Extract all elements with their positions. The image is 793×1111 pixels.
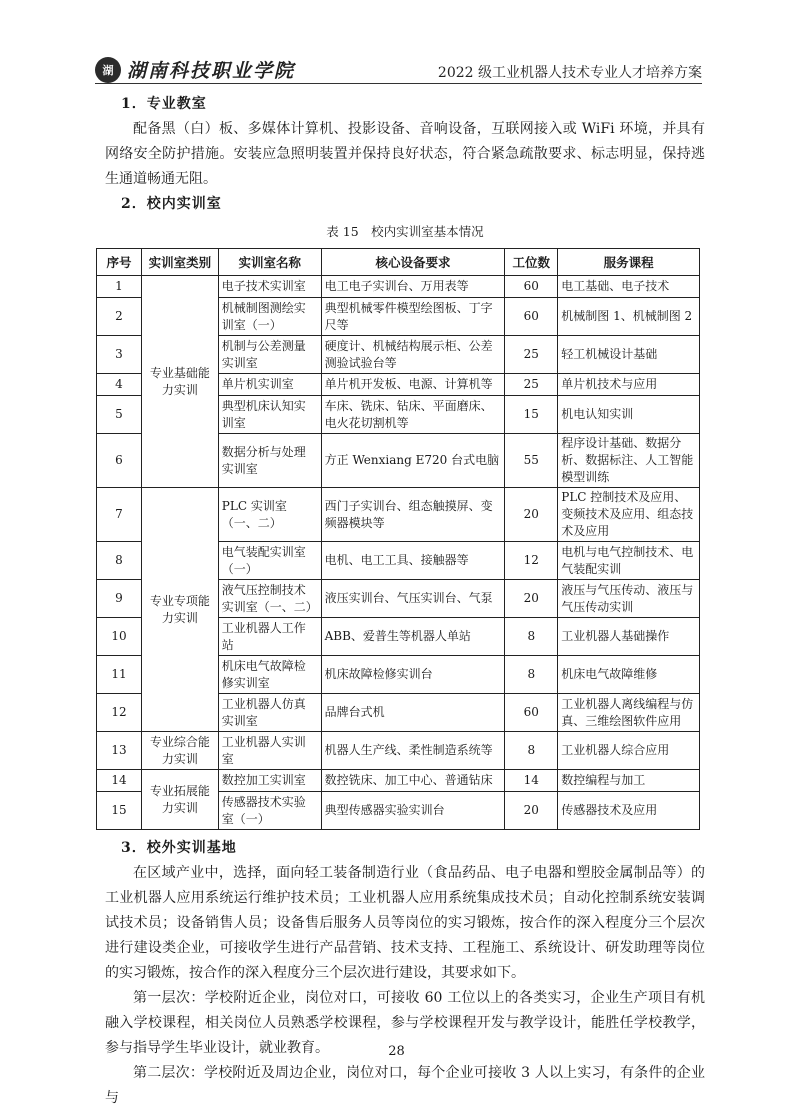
paragraph-tier-two: 第二层次：学校附近及周边企业，岗位对口，每个企业可接收 3 人以上实习，有条件的企业与 [105, 1065, 705, 1106]
row-number: 6 [97, 434, 142, 488]
row-number: 13 [97, 732, 142, 770]
column-header: 服务课程 [558, 249, 700, 276]
seat-count: 14 [505, 770, 558, 792]
course: 轻工机械设计基础 [558, 336, 700, 374]
equipment: 数控铣床、加工中心、普通钻床 [321, 770, 505, 792]
row-number: 12 [97, 694, 142, 732]
column-header: 工位数 [505, 249, 558, 276]
equipment: 硬度计、机械结构展示柜、公差测验试验台等 [321, 336, 505, 374]
table-caption: 表 15 校内实训室基本情况 [326, 224, 484, 239]
course: 电工基础、电子技术 [558, 276, 700, 298]
course: 机械制图 1、机械制图 2 [558, 298, 700, 336]
paragraph-offsite-intro: 在区域产业中，选择，面向轻工装备制造行业（食品药品、电子电器和塑胶金属制品等）的工业机器人应用系统运行维护技术员；工业机器人应用系统集成技术员；自动化控制系统安装调试技术员；设备销售人员；设备售后服务人员等岗位的实习锻炼，按合作的深入程度分三个层次进行建设类企业，可接收学生进行产品营销、技术支持、工程施工、系统设计、研发助理等岗位的实习锻炼，按合作的深入程度分三个层次进行建设，其要求如下。 [105, 865, 705, 981]
room-name: 工业机器人仿真实训室 [218, 694, 321, 732]
room-name: 单片机实训室 [218, 374, 321, 396]
row-number: 15 [97, 792, 142, 830]
header-divider [95, 83, 702, 84]
row-number: 11 [97, 656, 142, 694]
course: 程序设计基础、数据分析、数据标注、人工智能模型训练 [558, 434, 700, 488]
row-number: 2 [97, 298, 142, 336]
room-name: PLC 实训室（一、二） [218, 488, 321, 542]
seat-count: 25 [505, 374, 558, 396]
page-content [105, 92, 705, 1111]
row-number: 10 [97, 618, 142, 656]
row-number: 3 [97, 336, 142, 374]
school-seal-icon: 湖 [95, 57, 121, 83]
course: 传感器技术及应用 [558, 792, 700, 830]
course: 工业机器人离线编程与仿真、三维绘图软件应用 [558, 694, 700, 732]
equipment: ABB、爱普生等机器人单站 [321, 618, 505, 656]
equipment: 典型传感器实验实训台 [321, 792, 505, 830]
room-name: 工业机器人工作站 [218, 618, 321, 656]
room-name: 液气压控制技术实训室（一、二） [218, 580, 321, 618]
row-number: 4 [97, 374, 142, 396]
seat-count: 20 [505, 488, 558, 542]
equipment: 机床故障检修实训台 [321, 656, 505, 694]
section-heading-offsite-training: 3．校外实训基地 [121, 840, 237, 856]
category-cell: 专业拓展能力实训 [141, 770, 218, 830]
course: 工业机器人基础操作 [558, 618, 700, 656]
seat-count: 8 [505, 618, 558, 656]
column-header: 实训室类别 [141, 249, 218, 276]
course: PLC 控制技术及应用、变频技术及应用、组态技术及应用 [558, 488, 700, 542]
table-row [97, 488, 700, 542]
seat-count: 25 [505, 336, 558, 374]
table-row [97, 732, 700, 770]
row-number: 1 [97, 276, 142, 298]
seat-count: 55 [505, 434, 558, 488]
column-header: 序号 [97, 249, 142, 276]
room-name: 数据分析与处理实训室 [218, 434, 321, 488]
room-name: 工业机器人实训室 [218, 732, 321, 770]
seat-count: 8 [505, 656, 558, 694]
category-cell: 专业基础能力实训 [141, 276, 218, 488]
room-name: 机制与公差测量实训室 [218, 336, 321, 374]
equipment: 车床、铣床、钻床、平面磨床、电火花切割机等 [321, 396, 505, 434]
room-name: 电气装配实训室（一） [218, 542, 321, 580]
course: 液压与气压传动、液压与气压传动实训 [558, 580, 700, 618]
equipment: 电机、电工工具、接触器等 [321, 542, 505, 580]
column-header: 核心设备要求 [321, 249, 505, 276]
course: 数控编程与加工 [558, 770, 700, 792]
row-number: 9 [97, 580, 142, 618]
table-header-row [97, 249, 700, 276]
room-name: 电子技术实训室 [218, 276, 321, 298]
equipment: 液压实训台、气压实训台、气泵 [321, 580, 505, 618]
seat-count: 20 [505, 792, 558, 830]
training-rooms-table [96, 248, 700, 830]
course: 电机与电气控制技术、电气装配实训 [558, 542, 700, 580]
equipment: 西门子实训台、组态触摸屏、变频器模块等 [321, 488, 505, 542]
school-logo [95, 56, 295, 83]
seat-count: 60 [505, 298, 558, 336]
equipment: 机器人生产线、柔性制造系统等 [321, 732, 505, 770]
seat-count: 8 [505, 732, 558, 770]
equipment: 单片机开发板、电源、计算机等 [321, 374, 505, 396]
row-number: 14 [97, 770, 142, 792]
room-name: 传感器技术实验室（一） [218, 792, 321, 830]
page-header [95, 56, 702, 86]
room-name: 数控加工实训室 [218, 770, 321, 792]
equipment: 方正 Wenxiang E720 台式电脑 [321, 434, 505, 488]
room-name: 机械制图测绘实训室（一） [218, 298, 321, 336]
column-header: 实训室名称 [218, 249, 321, 276]
equipment: 电工电子实训台、万用表等 [321, 276, 505, 298]
category-cell: 专业综合能力实训 [141, 732, 218, 770]
room-name: 机床电气故障检修实训室 [218, 656, 321, 694]
table-row [97, 770, 700, 792]
table-row [97, 276, 700, 298]
row-number: 8 [97, 542, 142, 580]
room-name: 典型机床认知实训室 [218, 396, 321, 434]
equipment: 品牌台式机 [321, 694, 505, 732]
category-cell: 专业专项能力实训 [141, 488, 218, 732]
seat-count: 60 [505, 276, 558, 298]
section-heading-classroom: 1．专业教室 [121, 96, 207, 112]
school-name: 湖南科技职业学院 [127, 60, 296, 82]
document-title: 2022 级工业机器人技术专业人才培养方案 [437, 65, 702, 81]
course: 机电认知实训 [558, 396, 700, 434]
paragraph-classroom: 配备黑（白）板、多媒体计算机、投影设备、音响设备，互联网接入或 WiFi 环境，并具有网络安全防护措施。安装应急照明装置并保持良好状态，符合紧急疏散要求、标志明显，保持逃生通道畅通无阻。 [105, 121, 705, 187]
seat-count: 15 [505, 396, 558, 434]
seat-count: 60 [505, 694, 558, 732]
seat-count: 12 [505, 542, 558, 580]
page-number: 28 [388, 1044, 405, 1059]
row-number: 5 [97, 396, 142, 434]
course: 机床电气故障维修 [558, 656, 700, 694]
seat-count: 20 [505, 580, 558, 618]
paragraph-tier-one: 第一层次：学校附近企业，岗位对口，可接收 60 工位以上的各类实习，企业生产项目有机融入学校课程，相关岗位人员熟悉学校课程，参与学校课程开发与教学设计，能胜任学校教学，参与指导学生毕业设计，就业教育。 [105, 990, 705, 1056]
course: 工业机器人综合应用 [558, 732, 700, 770]
row-number: 7 [97, 488, 142, 542]
equipment: 典型机械零件模型绘图板、丁字尺等 [321, 298, 505, 336]
course: 单片机技术与应用 [558, 374, 700, 396]
section-heading-onsite-training: 2．校内实训室 [121, 196, 222, 212]
